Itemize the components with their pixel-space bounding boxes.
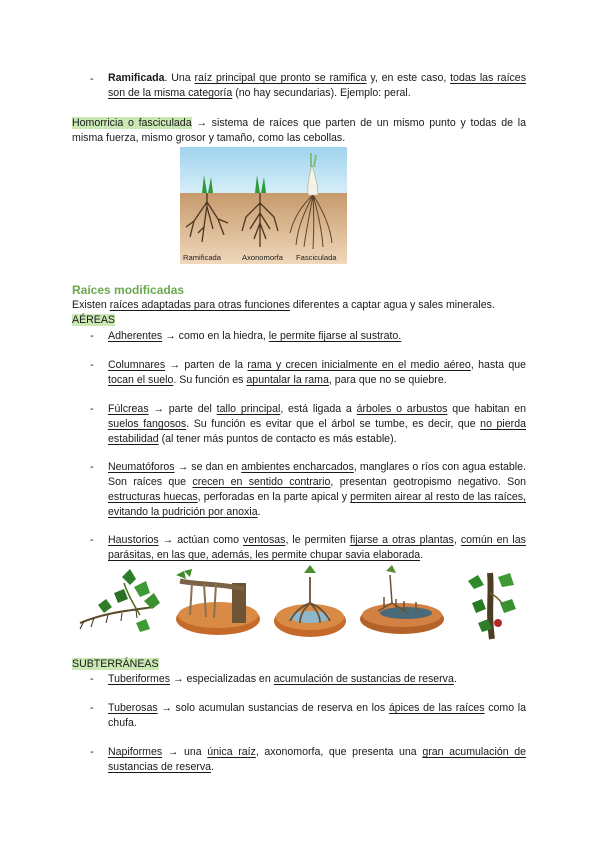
columnares-item bbox=[108, 358, 526, 388]
text: → especializadas en bbox=[170, 673, 274, 685]
aerial-roots-illustrations bbox=[74, 563, 530, 643]
underlined-text: común en las parásitas, en las que, además, les permite chupar savia elaborada bbox=[108, 534, 526, 561]
haustorios-illustration bbox=[468, 573, 516, 639]
underlined-text: raíz principal que pronto se ramifica bbox=[194, 72, 367, 84]
haustorios-item bbox=[108, 533, 526, 563]
text: . bbox=[453, 673, 457, 685]
neumatoforos-illustration bbox=[360, 565, 444, 634]
term: Fúlcreas bbox=[108, 403, 149, 415]
term: Adherentes bbox=[108, 330, 163, 342]
text: , bbox=[453, 534, 461, 546]
root-types-figure bbox=[180, 147, 347, 264]
text: . bbox=[257, 506, 261, 518]
underlined-text: le permite fijarse al sustrato. bbox=[268, 330, 402, 342]
underlined-text: todas las raíces son de la misma categoría bbox=[108, 72, 526, 99]
fulcreas-item bbox=[108, 402, 526, 447]
aereas-label-row bbox=[72, 313, 526, 328]
section-heading: Raíces modificadas bbox=[72, 283, 185, 297]
adherentes-illustration bbox=[80, 569, 160, 632]
term: Tuberiformes bbox=[108, 673, 171, 685]
tuberosas-item bbox=[108, 701, 526, 731]
text: → actúan como bbox=[158, 534, 244, 546]
subterraneas-label: SUBTERRÁNEAS bbox=[72, 658, 159, 670]
neumatoforos-item bbox=[108, 460, 526, 520]
text: . bbox=[211, 761, 214, 773]
underlined-text: tallo principal bbox=[216, 403, 281, 415]
text: , axonomorfa, que presenta una bbox=[255, 746, 423, 758]
text: , para que no se quiebre. bbox=[328, 374, 447, 386]
text: (no hay secundarias). Ejemplo: peral. bbox=[232, 87, 411, 99]
adherentes-item bbox=[108, 329, 526, 344]
underlined-text: no pierda estabilidad bbox=[108, 418, 526, 445]
bullet: - bbox=[90, 461, 94, 473]
fulcreas-illustration bbox=[274, 565, 346, 637]
text: , manglares o ríos con agua estable. Son raíces que bbox=[108, 461, 526, 488]
homorricia-paragraph bbox=[72, 116, 526, 146]
text: Existen bbox=[72, 299, 110, 311]
text: y, en este caso, bbox=[366, 72, 451, 84]
underlined-text: única raíz bbox=[207, 746, 256, 758]
bullet: - bbox=[90, 746, 94, 758]
underlined-text: suelos fangosos bbox=[108, 418, 187, 430]
term: Ramificada bbox=[108, 72, 165, 84]
underlined-text: fijarse a otras plantas bbox=[349, 534, 454, 546]
text: → solo acumulan sustancias de reserva en los bbox=[157, 702, 389, 714]
text: → sistema de raíces que parten de un mismo punto y todas de la misma fuerza, mismo grosor y tamaño, como las cebollas. bbox=[72, 117, 526, 144]
underlined-text: crecen en sentido contrario bbox=[192, 476, 331, 488]
text: , le permiten bbox=[285, 534, 350, 546]
text: como la chufa. bbox=[108, 702, 527, 729]
text: (al tener más puntos de contacto es más estable). bbox=[158, 433, 397, 445]
text: , presentan geotropismo negativo. Son bbox=[330, 476, 527, 488]
text: → se dan en bbox=[174, 461, 242, 473]
aereas-label: AÉREAS bbox=[72, 314, 115, 326]
bullet: - bbox=[90, 702, 94, 714]
underlined-text: gran acumulación de sustancias de reserva bbox=[108, 746, 526, 773]
underlined-text: ventosas bbox=[243, 534, 286, 546]
term: Neumatóforos bbox=[108, 461, 175, 473]
underlined-text: estructuras huecas bbox=[108, 491, 198, 503]
underlined-text: permiten airear al resto de las raíces, evitando la pudrición por anoxia bbox=[108, 491, 527, 518]
underlined-text: apuntalar la rama bbox=[246, 374, 329, 386]
text: . Una bbox=[164, 72, 195, 84]
figure-label: Ramificada bbox=[183, 253, 221, 262]
underlined-text: acumulación de sustancias de reserva bbox=[273, 673, 454, 685]
term: Haustorios bbox=[108, 534, 159, 546]
text: . Su función es bbox=[173, 374, 247, 386]
text: → parten de la bbox=[165, 359, 248, 371]
term: Napiformes bbox=[108, 746, 163, 758]
intro-paragraph bbox=[72, 298, 526, 313]
highlighted-term: Homorricia o fasciculada bbox=[72, 117, 192, 129]
term: Columnares bbox=[108, 359, 166, 371]
bullet: - bbox=[90, 403, 94, 415]
underlined-text: árboles o arbustos bbox=[356, 403, 448, 415]
text: diferentes a captar agua y sales minerales. bbox=[289, 299, 495, 311]
bullet: - bbox=[90, 73, 94, 85]
term: Tuberosas bbox=[108, 702, 158, 714]
text: → parte del bbox=[148, 403, 217, 415]
text: . bbox=[420, 549, 424, 561]
bullet: - bbox=[90, 534, 94, 546]
underlined-text: raíces adaptadas para otras funciones bbox=[109, 299, 290, 311]
bullet: - bbox=[90, 359, 94, 371]
text: → una bbox=[162, 746, 208, 758]
text: , está ligada a bbox=[280, 403, 357, 415]
underlined-text: tocan el suelo bbox=[108, 374, 174, 386]
ramificada-paragraph bbox=[108, 71, 526, 101]
text: . Su función es evitar que el árbol se tumbe, es decir, que bbox=[186, 418, 481, 430]
text: , perforadas en la parte apical y bbox=[197, 491, 351, 503]
figure-label: Axonomorfa bbox=[242, 253, 283, 262]
bullet: - bbox=[90, 673, 94, 685]
subterraneas-label-row bbox=[72, 657, 526, 672]
napiformes-item bbox=[108, 745, 526, 775]
text: , hasta que bbox=[470, 359, 526, 371]
tuberiformes-item bbox=[108, 672, 526, 687]
bullet: - bbox=[90, 330, 94, 342]
text: → como en la hiedra, bbox=[162, 330, 269, 342]
underlined-text: ápices de las raíces bbox=[388, 702, 485, 714]
underlined-text: ambientes encharcados bbox=[241, 461, 354, 473]
columnares-illustration bbox=[176, 569, 260, 635]
figure-label: Fasciculada bbox=[296, 253, 337, 262]
text: que habitan en bbox=[447, 403, 527, 415]
underlined-text: rama y crecen inicialmente en el medio aéreo bbox=[247, 359, 471, 371]
